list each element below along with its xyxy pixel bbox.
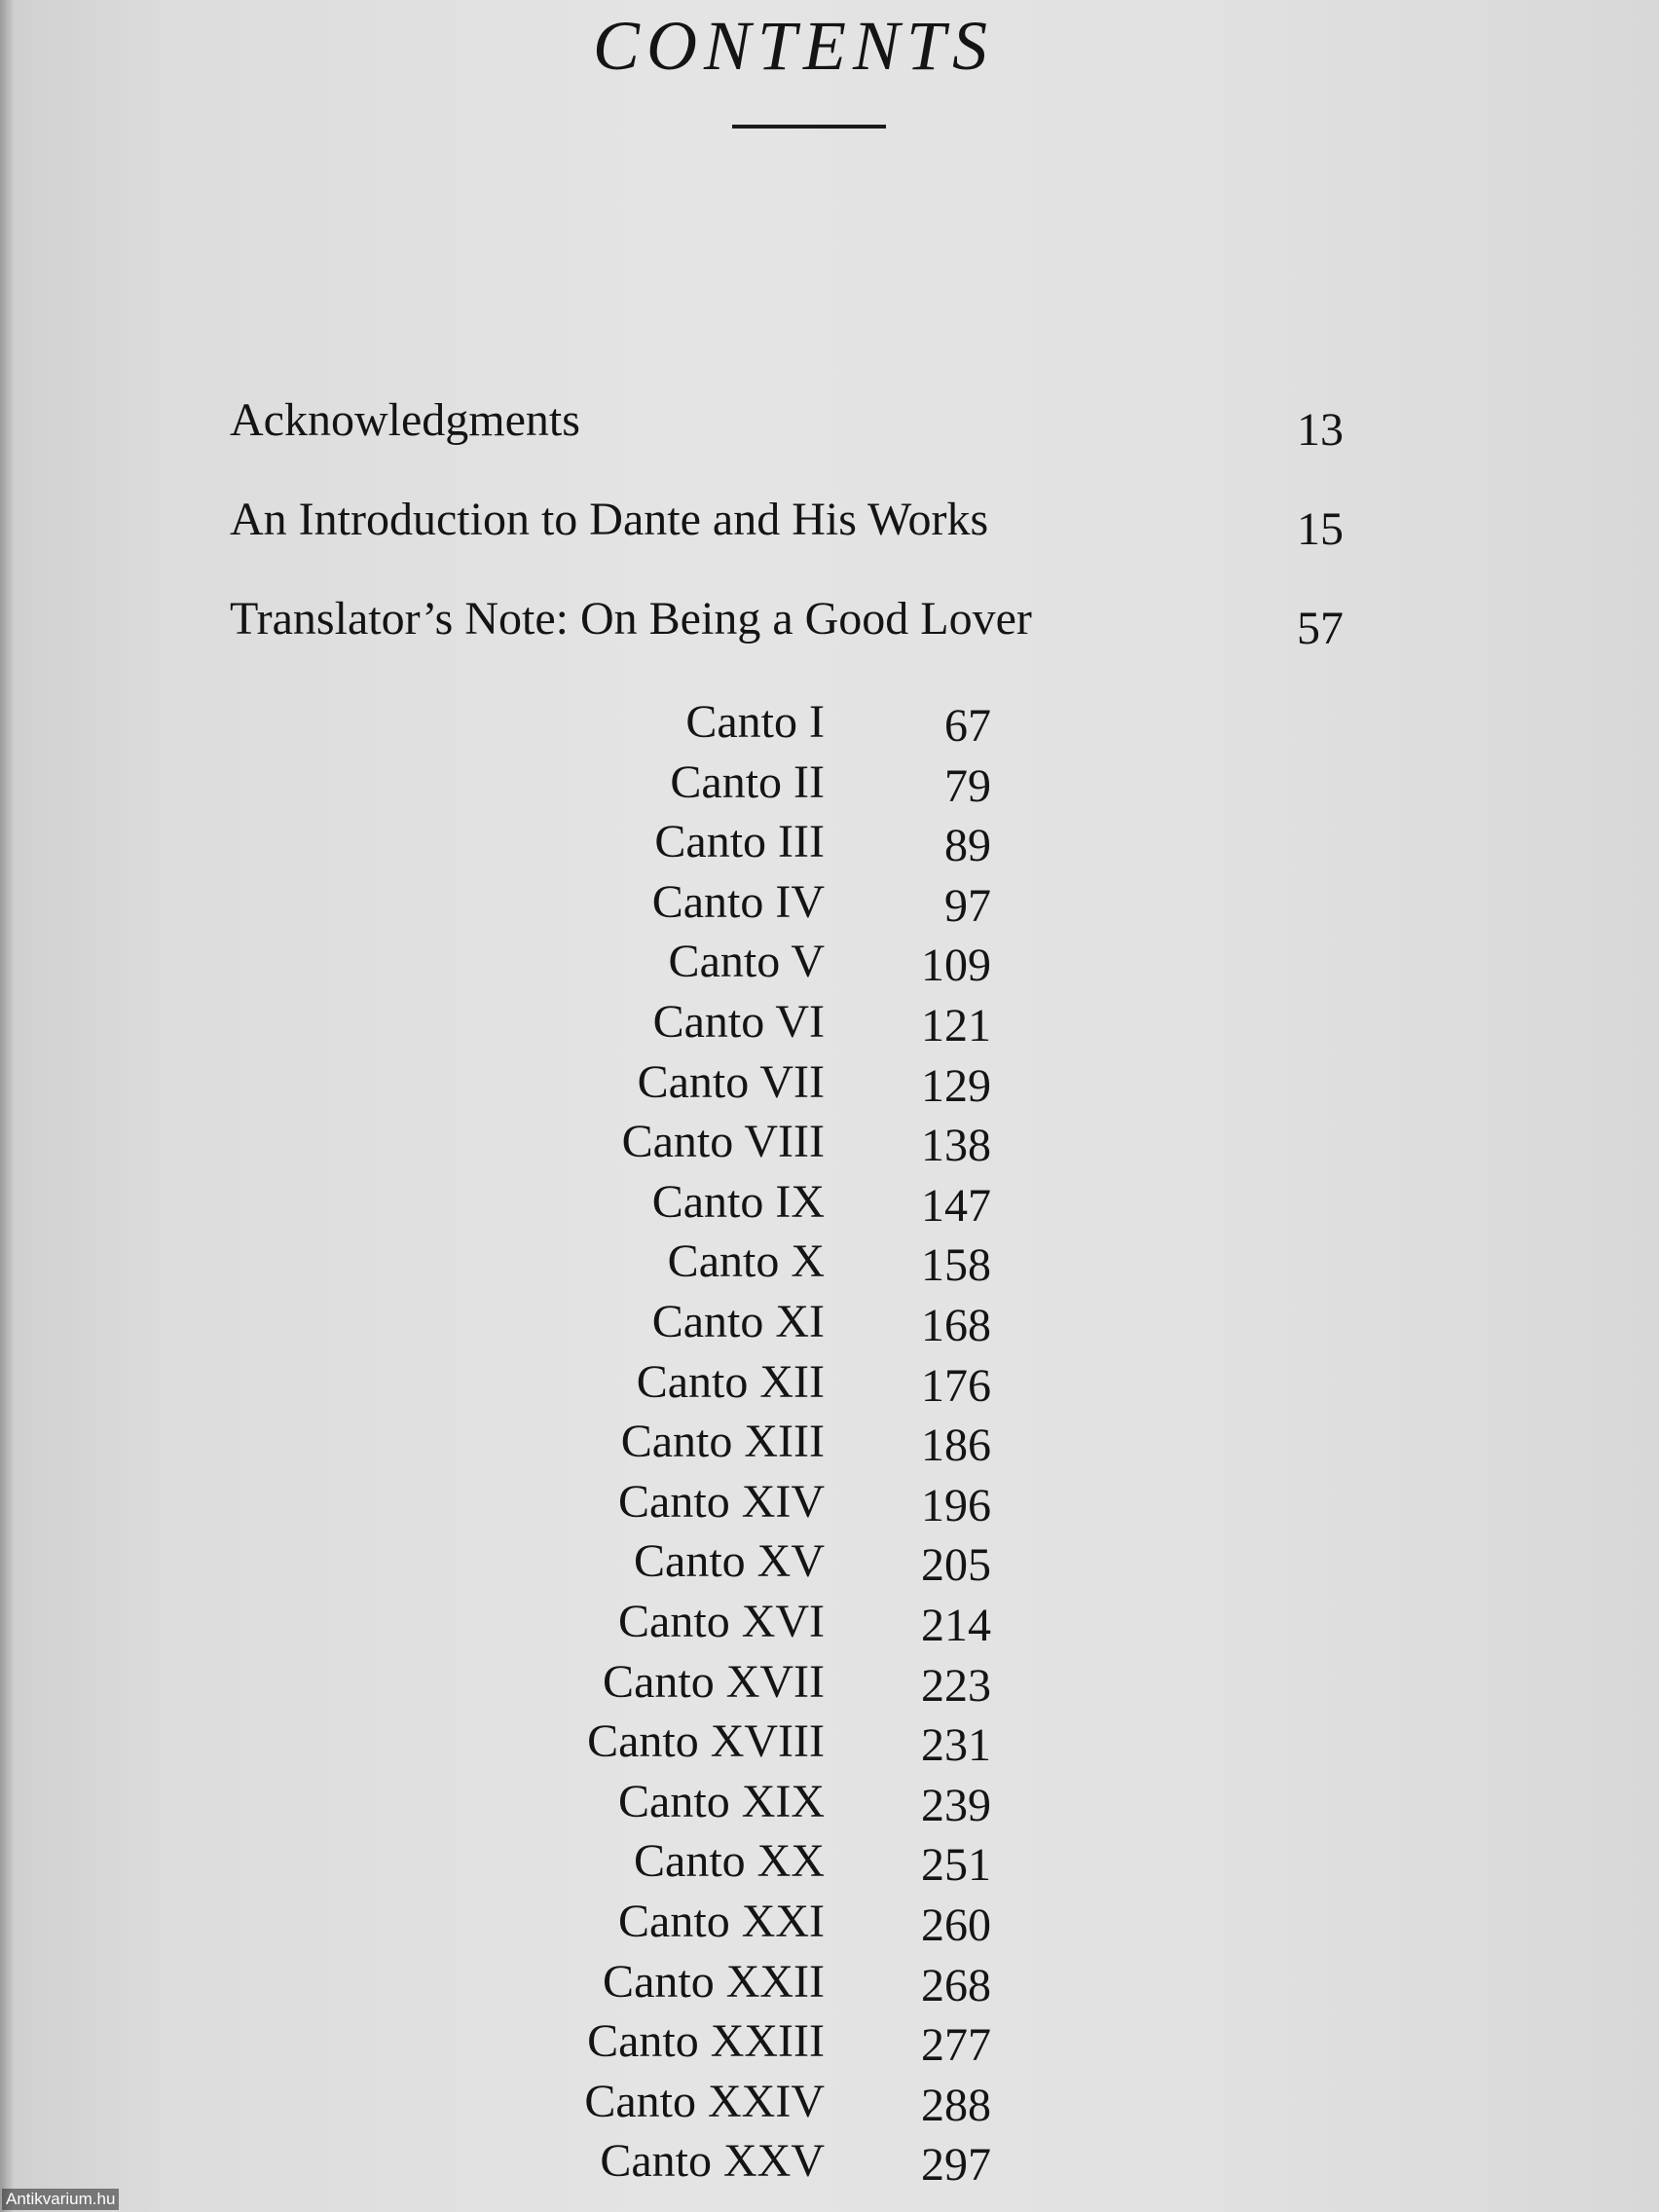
canto-entry[interactable] (0, 1415, 1659, 1473)
canto-label: Canto VI (652, 996, 825, 1048)
canto-page-number: 288 (921, 2080, 991, 2131)
canto-entry[interactable] (0, 815, 1659, 873)
canto-page-number: 138 (921, 1120, 991, 1171)
canto-entry[interactable] (0, 1534, 1659, 1593)
canto-label: Canto XV (634, 1535, 825, 1587)
canto-entry[interactable] (0, 1355, 1659, 1414)
canto-label: Canto XXIII (587, 2015, 825, 2067)
canto-page-number: 168 (921, 1300, 991, 1351)
canto-page-number: 186 (921, 1419, 991, 1471)
canto-page-number: 147 (921, 1180, 991, 1232)
canto-entry[interactable] (0, 1834, 1659, 1893)
canto-page-number: 196 (921, 1480, 991, 1531)
canto-page-number: 121 (921, 1000, 991, 1051)
canto-label: Canto XX (634, 1835, 825, 1887)
canto-entry[interactable] (0, 2134, 1659, 2193)
canto-page-number: 231 (921, 1719, 991, 1771)
canto-label: Canto XXI (618, 1896, 825, 1947)
page-title: CONTENTS (592, 7, 995, 85)
canto-page-number: 239 (921, 1780, 991, 1831)
canto-page-number: 129 (921, 1060, 991, 1112)
toc-entry-page: 57 (1297, 603, 1344, 654)
canto-page-number: 223 (921, 1660, 991, 1712)
canto-entry[interactable] (0, 2014, 1659, 2073)
canto-label: Canto XVIII (587, 1715, 825, 1767)
canto-entry[interactable] (0, 1235, 1659, 1293)
canto-page-number: 205 (921, 1539, 991, 1591)
watermark: Antikvarium.hu (2, 2189, 119, 2210)
canto-entry[interactable] (0, 1775, 1659, 1833)
toc-entry-page: 15 (1297, 503, 1344, 555)
canto-page-number: 89 (944, 820, 991, 871)
canto-label: Canto XIV (618, 1476, 825, 1528)
canto-entry[interactable] (0, 695, 1659, 754)
canto-label: Canto V (668, 936, 825, 987)
canto-entry[interactable] (0, 1055, 1659, 1114)
toc-entry-translators-note[interactable] (230, 592, 1344, 660)
canto-label: Canto VIII (621, 1116, 825, 1167)
canto-label: Canto XXII (603, 1956, 825, 2008)
toc-entry-label: Acknowledgments (230, 394, 580, 446)
canto-entry[interactable] (0, 1655, 1659, 1714)
canto-page-number: 97 (944, 880, 991, 932)
canto-label: Canto XI (651, 1296, 825, 1347)
canto-label: Canto XVI (618, 1596, 825, 1647)
canto-label: Canto IV (651, 876, 825, 928)
canto-label: Canto XXV (600, 2135, 825, 2187)
canto-entry[interactable] (0, 1115, 1659, 1173)
canto-label: Canto XXIV (584, 2076, 825, 2127)
canto-entry[interactable] (0, 1895, 1659, 1953)
canto-label: Canto I (685, 696, 825, 748)
canto-label: Canto XIX (618, 1776, 825, 1827)
canto-label: Canto VII (637, 1056, 825, 1108)
canto-entry[interactable] (0, 1475, 1659, 1533)
toc-entry-label: Translator’s Note: On Being a Good Lover (230, 593, 1032, 645)
canto-label: Canto XII (636, 1356, 825, 1408)
canto-page-number: 277 (921, 2019, 991, 2071)
canto-label: Canto II (670, 756, 825, 808)
canto-entry[interactable] (0, 2075, 1659, 2133)
canto-label: Canto IX (651, 1176, 825, 1228)
canto-entry[interactable] (0, 935, 1659, 993)
canto-page-number: 176 (921, 1360, 991, 1412)
title-rule (732, 125, 886, 129)
canto-page-number: 214 (921, 1600, 991, 1651)
canto-page-number: 251 (921, 1839, 991, 1891)
canto-page-number: 79 (944, 760, 991, 812)
canto-page-number: 67 (944, 700, 991, 752)
canto-page-number: 297 (921, 2139, 991, 2191)
canto-label: Canto III (654, 816, 825, 867)
canto-entry[interactable] (0, 756, 1659, 814)
toc-entry-introduction[interactable] (230, 493, 1344, 561)
toc-entry-page: 13 (1297, 404, 1344, 456)
canto-entry[interactable] (0, 1295, 1659, 1353)
canto-page-number: 109 (921, 940, 991, 991)
canto-entry[interactable] (0, 1175, 1659, 1234)
canto-page-number: 260 (921, 1899, 991, 1951)
canto-label: Canto XVII (603, 1656, 825, 1708)
canto-label: Canto X (667, 1235, 825, 1287)
canto-page-number: 158 (921, 1239, 991, 1291)
toc-entry-acknowledgments[interactable] (230, 393, 1344, 461)
canto-label: Canto XIII (620, 1416, 825, 1467)
canto-entry[interactable] (0, 1955, 1659, 2013)
canto-entry[interactable] (0, 995, 1659, 1053)
toc-entry-label: An Introduction to Dante and His Works (230, 494, 989, 545)
canto-entry[interactable] (0, 1714, 1659, 1773)
canto-page-number: 268 (921, 1960, 991, 2011)
canto-entry[interactable] (0, 875, 1659, 934)
canto-entry[interactable] (0, 1595, 1659, 1653)
